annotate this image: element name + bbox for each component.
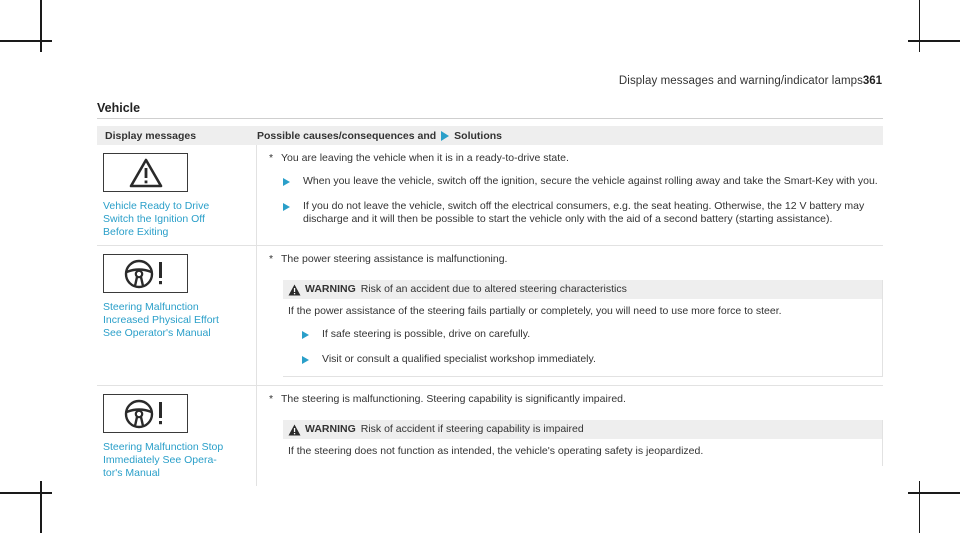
column-header-causes (257, 130, 502, 142)
step-arrow-icon (302, 353, 322, 368)
crop-mark (0, 492, 52, 494)
table-row (97, 246, 883, 386)
message-cell (97, 246, 257, 385)
warning-box (283, 280, 883, 377)
warning-header (283, 420, 882, 439)
step-text: If safe steering is possible, drive on carefully. (322, 328, 531, 340)
warning-text: If the steering does not function as intended, the vehicle's operating safety is jeopardized. (288, 445, 704, 457)
table-row (97, 145, 883, 246)
step-arrow-icon (283, 175, 303, 190)
cause-text: The steering is malfunctioning. Steering capability is significantly impaired. (281, 393, 626, 405)
solution-step (269, 200, 883, 226)
display-message (103, 301, 256, 340)
messages-table (97, 126, 883, 486)
bullet-star: * (269, 253, 274, 265)
step-text: If you do not leave the vehicle, switch off the electrical consumers, e.g. the seat heating. Otherwise, the 12 V battery may discharge and it will then be possible to start the vehicle only with the aid of a second battery (starting assistance). (303, 200, 865, 225)
message-line: Vehicle Ready to Drive (103, 200, 210, 212)
message-line: Before Exiting (103, 226, 169, 238)
warning-header (283, 280, 882, 299)
warning-title: Risk of an accident due to altered steering characteristics (360, 283, 627, 295)
display-icon-frame (103, 254, 188, 293)
solutions-label: Solutions (454, 129, 503, 142)
crop-mark (40, 0, 42, 52)
message-line: Immediately See Opera- (103, 454, 217, 466)
solution-step (288, 328, 882, 343)
cause-item (269, 253, 883, 266)
warning-triangle-icon (288, 424, 301, 436)
display-icon-frame (103, 394, 188, 433)
step-arrow-icon (302, 328, 322, 343)
message-line: Steering Malfunction Stop (103, 441, 224, 453)
display-icon-frame (103, 153, 188, 192)
crop-mark (908, 492, 960, 494)
steering-wheel-warning-icon (122, 398, 170, 430)
step-text: When you leave the vehicle, switch off the ignition, secure the vehicle against rolling away and take the Smart-Key with you. (303, 175, 878, 187)
warning-triangle-icon (129, 158, 163, 188)
running-head: Display messages and warning/indicator lamps (618, 75, 863, 87)
section-title: Vehicle (97, 101, 141, 115)
message-line: Increased Physical Effort (103, 314, 219, 326)
cause-text: The power steering assistance is malfunctioning. (281, 253, 508, 265)
warning-word: WARNING (305, 423, 356, 435)
causes-cell (257, 246, 883, 385)
solution-step (269, 175, 883, 190)
crop-mark (919, 0, 921, 52)
table-header (97, 126, 883, 145)
solution-step (288, 353, 882, 368)
warning-body-text: If the power assistance of the steering fails partially or completely, you will need to use more force to steer. (288, 305, 782, 317)
warning-box (283, 420, 883, 466)
steering-wheel-warning-icon (122, 258, 170, 290)
message-line: tor's Manual (103, 467, 160, 479)
message-line: Switch the Ignition Off (103, 213, 205, 225)
causes-label: Possible causes/consequences and (257, 129, 437, 142)
warning-word: WARNING (305, 283, 356, 295)
warning-text (283, 299, 882, 376)
causes-cell (257, 386, 883, 486)
crop-mark (908, 40, 960, 42)
message-cell (97, 386, 257, 486)
crop-mark (919, 481, 921, 533)
arrow-right-icon (441, 131, 449, 141)
causes-cell (257, 145, 883, 245)
table-row (97, 386, 883, 486)
bullet-star: * (269, 152, 274, 164)
cause-item (269, 152, 883, 165)
cause-item (269, 393, 883, 406)
crop-mark (40, 481, 42, 533)
message-line: Steering Malfunction (103, 301, 199, 313)
section-divider (97, 118, 883, 119)
message-cell (97, 145, 257, 245)
message-line: See Operator's Manual (103, 327, 211, 339)
warning-title: Risk of accident if steering capability is impaired (360, 423, 584, 435)
bullet-star: * (269, 393, 274, 405)
display-message (103, 200, 256, 239)
display-message (103, 441, 256, 480)
crop-mark (0, 40, 52, 42)
step-arrow-icon (283, 200, 303, 226)
page-number: 361 (862, 75, 882, 87)
cause-text: You are leaving the vehicle when it is in a ready-to-drive state. (281, 152, 569, 164)
warning-triangle-icon (288, 284, 301, 296)
step-text: Visit or consult a qualified specialist workshop immediately. (322, 353, 596, 365)
column-header-messages: Display messages (105, 129, 197, 142)
